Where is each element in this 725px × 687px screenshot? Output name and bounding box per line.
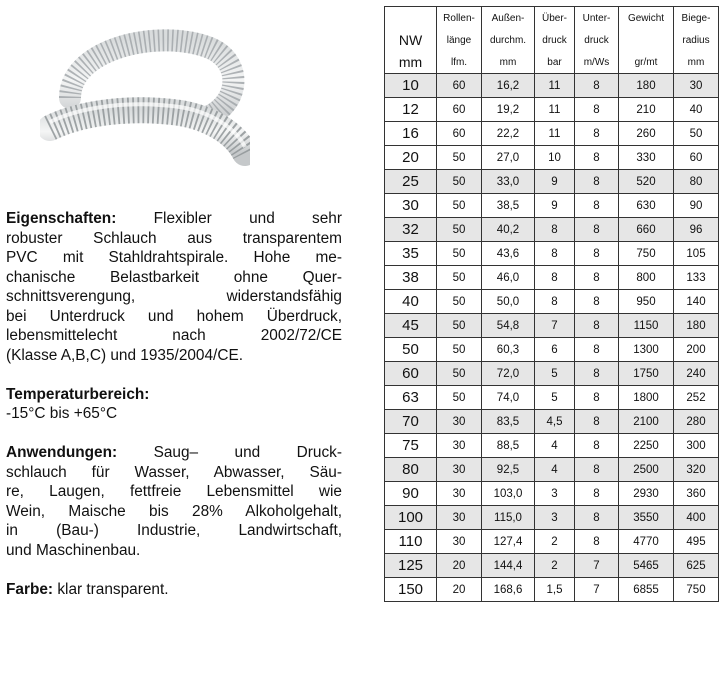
column-header: durchm. [482, 29, 535, 51]
column-header: m/Ws [575, 51, 619, 74]
table-cell: 625 [674, 554, 719, 578]
table-cell: 3 [535, 506, 575, 530]
table-cell: 320 [674, 458, 719, 482]
table-cell: 38,5 [482, 194, 535, 218]
table-cell: 50 [437, 146, 482, 170]
anwendungen-line: schlauch für Wasser, Abwasser, Säu- [6, 463, 342, 481]
table-cell: 8 [575, 362, 619, 386]
table-cell: 32 [385, 218, 437, 242]
eigenschaften-text: Flexibler und sehr [153, 210, 342, 227]
table-cell: 5 [535, 362, 575, 386]
table-cell: 4 [535, 458, 575, 482]
table-cell: 54,8 [482, 314, 535, 338]
table-cell: 30 [437, 530, 482, 554]
table-cell: 50 [437, 314, 482, 338]
table-cell: 6855 [619, 578, 674, 602]
table-cell: 280 [674, 410, 719, 434]
table-cell: 3550 [619, 506, 674, 530]
table-cell: 125 [385, 554, 437, 578]
table-cell: 8 [575, 122, 619, 146]
column-header: Über- [535, 7, 575, 30]
table-cell: 40,2 [482, 218, 535, 242]
header-row [385, 7, 719, 30]
table-row [385, 554, 719, 578]
table-cell: 30 [674, 74, 719, 98]
anwendungen-line: und Maschinenbau. [6, 541, 141, 559]
table-row [385, 218, 719, 242]
table-cell: 7 [575, 578, 619, 602]
table-cell: 240 [674, 362, 719, 386]
table-cell: 168,6 [482, 578, 535, 602]
table-row [385, 434, 719, 458]
table-cell: 7 [535, 314, 575, 338]
table-cell: 50 [674, 122, 719, 146]
eigenschaften-paragraph [6, 209, 342, 365]
table-row [385, 290, 719, 314]
column-header: Unter- [575, 7, 619, 30]
table-cell: 110 [385, 530, 437, 554]
table-cell: 4770 [619, 530, 674, 554]
table-cell: 27,0 [482, 146, 535, 170]
table-cell: 38 [385, 266, 437, 290]
table-cell: 80 [674, 170, 719, 194]
table-cell: 9 [535, 170, 575, 194]
table-cell: 60 [385, 362, 437, 386]
table-cell: 50 [437, 338, 482, 362]
table-cell: 1150 [619, 314, 674, 338]
table-cell: 50 [437, 170, 482, 194]
table-cell: 16 [385, 122, 437, 146]
table-cell: 40 [674, 98, 719, 122]
anwendungen-paragraph [6, 443, 342, 560]
table-cell: 2100 [619, 410, 674, 434]
table-cell: 4,5 [535, 410, 575, 434]
table-cell: 127,4 [482, 530, 535, 554]
eigenschaften-line-0 [6, 209, 342, 229]
table-cell: 1300 [619, 338, 674, 362]
table-cell: 70 [385, 410, 437, 434]
column-header: mm [482, 51, 535, 74]
table-cell: 30 [437, 410, 482, 434]
eigenschaften-line: chanische Belastbarkeit ohne Quer- [6, 268, 342, 286]
table-cell: 8 [535, 242, 575, 266]
table-cell: 1800 [619, 386, 674, 410]
table-cell: 45 [385, 314, 437, 338]
table-cell: 50 [437, 362, 482, 386]
table-cell: 8 [575, 170, 619, 194]
table-cell: 200 [674, 338, 719, 362]
column-header: lfm. [437, 51, 482, 74]
table-cell: 1750 [619, 362, 674, 386]
table-cell: 2250 [619, 434, 674, 458]
table-row [385, 410, 719, 434]
temperatur-paragraph [6, 385, 342, 424]
anwendungen-line: re, Laugen, fettfreie Lebensmittel wie [6, 483, 342, 500]
column-header: bar [535, 51, 575, 74]
eigenschaften-line: bei Unterdruck und hohem Überdruck, [6, 307, 342, 325]
table-cell: 12 [385, 98, 437, 122]
table-cell: 72,0 [482, 362, 535, 386]
table-cell: 8 [575, 194, 619, 218]
eigenschaften-line: schnittsverengung, widerstandsfähig [6, 288, 342, 305]
table-cell: 8 [575, 314, 619, 338]
table-cell: 8 [575, 482, 619, 506]
table-cell: 520 [619, 170, 674, 194]
table-cell: 630 [619, 194, 674, 218]
table-cell: 495 [674, 530, 719, 554]
anwendungen-label: Anwendungen: [6, 444, 118, 461]
table-cell: 360 [674, 482, 719, 506]
table-cell: 60 [437, 74, 482, 98]
table-cell: 260 [619, 122, 674, 146]
table-cell: 30 [385, 194, 437, 218]
table-cell: 7 [575, 554, 619, 578]
table-cell: 11 [535, 98, 575, 122]
column-header: druck [535, 29, 575, 51]
table-cell: 22,2 [482, 122, 535, 146]
table-cell: 60,3 [482, 338, 535, 362]
table-cell: 8 [575, 410, 619, 434]
column-header: Gewicht [619, 7, 674, 30]
table-cell: 210 [619, 98, 674, 122]
table-cell: 11 [535, 74, 575, 98]
table-cell: 75 [385, 434, 437, 458]
farbe-value: klar transparent. [57, 580, 169, 598]
table-cell: 46,0 [482, 266, 535, 290]
table-cell: 8 [535, 290, 575, 314]
table-row [385, 458, 719, 482]
table-row [385, 98, 719, 122]
table-cell: 8 [535, 218, 575, 242]
table-cell: 88,5 [482, 434, 535, 458]
farbe-label: Farbe: [6, 580, 54, 598]
table-cell: 50 [437, 218, 482, 242]
table-cell: 20 [385, 146, 437, 170]
table-cell: 25 [385, 170, 437, 194]
table-cell: 50 [437, 194, 482, 218]
table-cell: 950 [619, 290, 674, 314]
table-cell: 20 [437, 578, 482, 602]
table-row [385, 386, 719, 410]
table-row [385, 242, 719, 266]
table-cell: 63 [385, 386, 437, 410]
table-cell: 6 [535, 338, 575, 362]
table-cell: 100 [385, 506, 437, 530]
table-cell: 50,0 [482, 290, 535, 314]
table-cell: 60 [437, 122, 482, 146]
table-row [385, 482, 719, 506]
eigenschaften-label: Eigenschaften: [6, 210, 117, 227]
table-cell: 8 [575, 458, 619, 482]
table-cell: 144,4 [482, 554, 535, 578]
table-row [385, 266, 719, 290]
column-header: mm [385, 51, 437, 74]
table-cell: 50 [437, 266, 482, 290]
table-cell: 330 [619, 146, 674, 170]
table-cell: 750 [674, 578, 719, 602]
table-cell: 19,2 [482, 98, 535, 122]
column-header [385, 7, 437, 30]
table-cell: 43,6 [482, 242, 535, 266]
table-cell: 33,0 [482, 170, 535, 194]
anwendungen-line: in (Bau-) Industrie, Landwirtschaft, [6, 522, 342, 539]
table-cell: 2930 [619, 482, 674, 506]
column-header [619, 29, 674, 51]
table-cell: 10 [385, 74, 437, 98]
table-cell: 5 [535, 386, 575, 410]
table-cell: 74,0 [482, 386, 535, 410]
table-cell: 8 [575, 434, 619, 458]
eigenschaften-line: PVC mit Stahldrahtspirale. Hohe me- [6, 249, 342, 266]
table-cell: 5465 [619, 554, 674, 578]
table-row [385, 314, 719, 338]
table-cell: 16,2 [482, 74, 535, 98]
eigenschaften-line: (Klasse A,B,C) und 1935/2004/CE. [6, 346, 243, 364]
column-header: druck [575, 29, 619, 51]
table-cell: 660 [619, 218, 674, 242]
anwendungen-line: Wein, Maische bis 28% Alkoholgehalt, [6, 502, 342, 520]
table-cell: 60 [674, 146, 719, 170]
temperatur-value: -15°C bis +65°C [6, 405, 118, 422]
table-cell: 40 [385, 290, 437, 314]
column-header: länge [437, 29, 482, 51]
table-cell: 8 [575, 266, 619, 290]
table-cell: 8 [575, 290, 619, 314]
hose-image [40, 28, 250, 168]
table-cell: 105 [674, 242, 719, 266]
table-cell: 8 [575, 338, 619, 362]
anwendungen-text: Saug– und Druck- [153, 444, 342, 461]
table-cell: 750 [619, 242, 674, 266]
table-cell: 50 [385, 338, 437, 362]
spec-table [384, 6, 719, 602]
column-header: NW [385, 29, 437, 51]
table-cell: 50 [437, 242, 482, 266]
table-cell: 2 [535, 530, 575, 554]
table-cell: 115,0 [482, 506, 535, 530]
table-cell: 400 [674, 506, 719, 530]
table-cell: 30 [437, 434, 482, 458]
table-cell: 140 [674, 290, 719, 314]
table-cell: 50 [437, 386, 482, 410]
temperatur-label: Temperaturbereich: [6, 385, 150, 403]
column-header: Rollen- [437, 7, 482, 30]
table-row [385, 194, 719, 218]
table-cell: 1,5 [535, 578, 575, 602]
anwendungen-line-0 [6, 443, 342, 463]
table-cell: 92,5 [482, 458, 535, 482]
table-cell: 83,5 [482, 410, 535, 434]
table-cell: 8 [575, 242, 619, 266]
table-cell: 9 [535, 194, 575, 218]
table-cell: 50 [437, 290, 482, 314]
table-cell: 180 [619, 74, 674, 98]
table-cell: 180 [674, 314, 719, 338]
table-cell: 90 [385, 482, 437, 506]
table-row [385, 146, 719, 170]
table-cell: 11 [535, 122, 575, 146]
column-header: radius [674, 29, 719, 51]
table-cell: 4 [535, 434, 575, 458]
table-cell: 133 [674, 266, 719, 290]
table-cell: 8 [575, 146, 619, 170]
table-row [385, 506, 719, 530]
table-cell: 30 [437, 506, 482, 530]
table-cell: 8 [575, 530, 619, 554]
table-row [385, 530, 719, 554]
eigenschaften-line: robuster Schlauch aus transparentem [6, 229, 342, 247]
table-cell: 90 [674, 194, 719, 218]
table-cell: 8 [575, 386, 619, 410]
table-cell: 2500 [619, 458, 674, 482]
table-cell: 103,0 [482, 482, 535, 506]
table-row [385, 578, 719, 602]
column-header: gr/mt [619, 51, 674, 74]
header-row [385, 29, 719, 51]
table-cell: 10 [535, 146, 575, 170]
table-cell: 8 [575, 74, 619, 98]
table-row [385, 338, 719, 362]
table-header [385, 7, 719, 74]
table-cell: 8 [575, 218, 619, 242]
table-cell: 20 [437, 554, 482, 578]
table-cell: 30 [437, 482, 482, 506]
table-cell: 800 [619, 266, 674, 290]
column-header: Außen- [482, 7, 535, 30]
table-row [385, 170, 719, 194]
header-row [385, 51, 719, 74]
table-cell: 80 [385, 458, 437, 482]
product-description [6, 209, 342, 619]
table-row [385, 74, 719, 98]
table-cell: 30 [437, 458, 482, 482]
table-cell: 150 [385, 578, 437, 602]
table-cell: 8 [575, 506, 619, 530]
table-row [385, 122, 719, 146]
table-cell: 300 [674, 434, 719, 458]
table-cell: 2 [535, 554, 575, 578]
table-cell: 96 [674, 218, 719, 242]
farbe-paragraph [6, 580, 342, 600]
table-cell: 3 [535, 482, 575, 506]
table-cell: 60 [437, 98, 482, 122]
table-cell: 35 [385, 242, 437, 266]
table-row [385, 362, 719, 386]
column-header: Biege- [674, 7, 719, 30]
eigenschaften-line: lebensmittelecht nach 2002/72/CE [6, 327, 342, 344]
table-cell: 8 [535, 266, 575, 290]
table-cell: 8 [575, 98, 619, 122]
table-cell: 252 [674, 386, 719, 410]
column-header: mm [674, 51, 719, 74]
table-body [385, 74, 719, 602]
